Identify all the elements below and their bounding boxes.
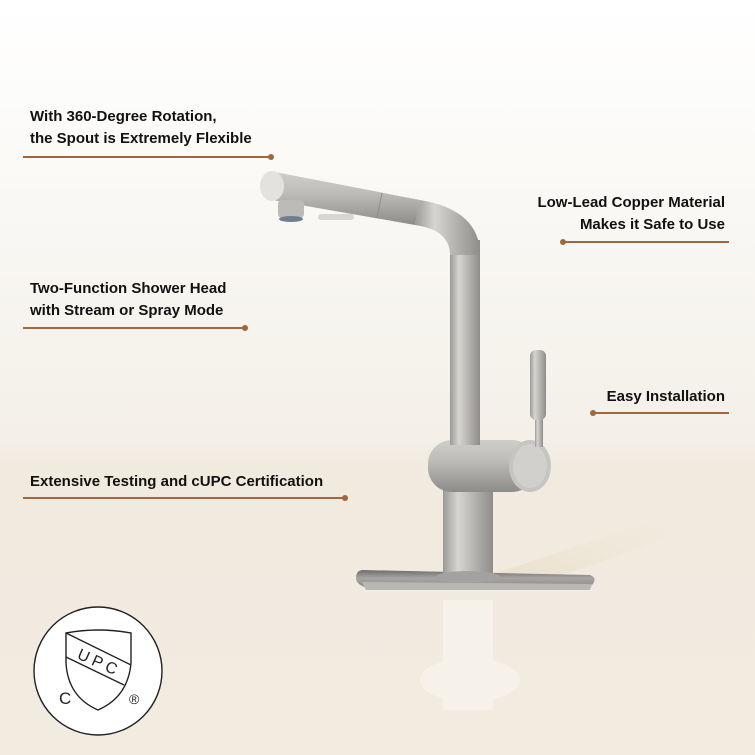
spout-tip [260,171,284,201]
rule-dot [242,325,248,331]
callout-rotation-rule [23,156,271,158]
callout-rotation [30,106,252,150]
callout-rotation-line1: With 360-Degree Rotation, [30,108,217,125]
spout-pipe [450,240,480,445]
registered-mark-icon: ® [129,691,140,707]
callout-copper-line2: Makes it Safe to Use [579,216,725,233]
callout-installation-line1: Easy Installation [606,388,725,405]
callout-shower-head [30,278,226,322]
spray-nozzle [278,200,304,218]
rule-dot [590,410,596,416]
callout-certification [30,471,323,493]
rule-dot [342,495,348,501]
upc-shield-text: UPC [74,646,124,681]
callout-shower-head-rule [23,327,245,329]
callout-shower-head-line1: Two-Function Shower Head [30,280,227,297]
cert-c-mark: C [59,689,72,708]
callout-copper [537,192,725,236]
rule-dot [560,239,566,245]
callout-certification-line1: Extensive Testing and cUPC Certification [30,473,324,490]
callout-installation-rule [593,412,729,414]
faucet-reflection [420,600,520,710]
callout-copper-rule [563,241,729,243]
handle-lever [530,350,546,420]
callout-installation [607,386,725,408]
cupc-certification-badge [32,605,164,737]
callout-certification-rule [23,497,345,499]
rule-dot [268,154,274,160]
callout-copper-line1: Low-Lead Copper Material [537,194,725,211]
callout-rotation-line2: the Spout is Extremely Flexible [30,130,252,147]
callout-shower-head-line2: with Stream or Spray Mode [30,302,224,319]
